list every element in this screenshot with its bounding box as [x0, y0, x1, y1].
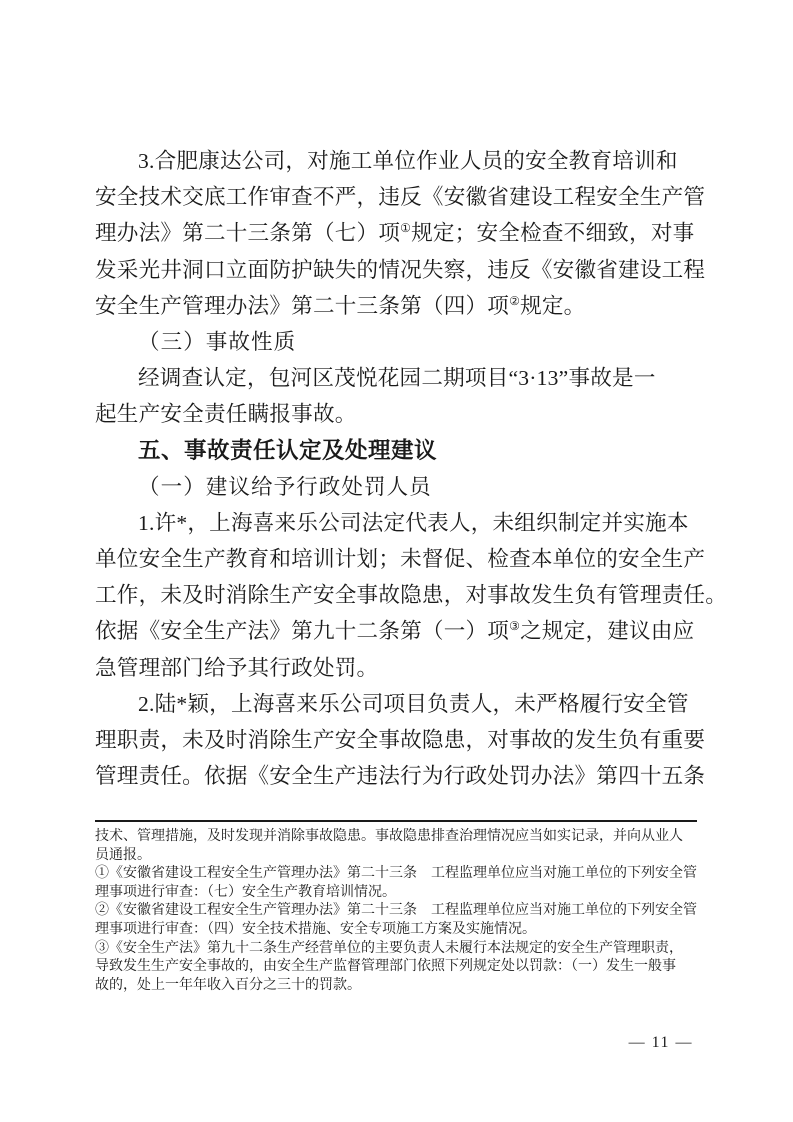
- text-segment: 故的，处上一年年收入百分之三十的罚款。: [95, 977, 361, 993]
- footnote-line: [95, 847, 701, 866]
- text-segment: ③《安全生产法》第九十二条生产经营单位的主要负责人未履行本法规定的安全生产管理职责，: [95, 940, 683, 956]
- footnote-line: [95, 884, 701, 903]
- page-number: — 11 —: [628, 1034, 693, 1051]
- text-segment: 理办法》第二十三条第（七）项: [95, 221, 401, 246]
- text-segment: 起生产安全责任瞒报事故。: [95, 402, 357, 427]
- body-text-line: [95, 179, 706, 215]
- footnote-lines: [95, 828, 701, 995]
- text-segment: 导致发生生产安全事故的，由安全生产监督管理部门依照下列规定处以罚款：（一）发生一般事: [95, 959, 676, 975]
- body-text-line: [95, 541, 706, 577]
- text-segment: 2.陆*颖，上海喜来乐公司项目负责人，未严格履行安全管: [138, 691, 689, 716]
- body-text-line: 依据《安全生产法》第九十二条第（一）项③之规定，建议由应: [95, 619, 695, 644]
- text-segment: 1.许*，上海喜来乐公司法定代表人，未组织制定并实施本: [138, 510, 689, 535]
- text-segment: 管理责任。依据《安全生产违法行为行政处罚办法》第四十五条: [95, 764, 706, 789]
- text-segment: （三）事故性质: [138, 329, 297, 354]
- body-text-line: 安全生产管理办法》第二十三条第（四）项②规定。: [95, 293, 586, 318]
- subsection-heading-accident-nature: [95, 324, 701, 360]
- footnote-line: [95, 940, 701, 959]
- footnote-line: [95, 902, 701, 921]
- body-text-line: [95, 577, 728, 613]
- footnote-line: [95, 958, 701, 977]
- text-segment: 理事项进行审查：（四）安全技术措施、安全专项施工方案及实施情况。: [95, 921, 536, 937]
- text-segment: 技术、管理措施，及时发现并消除事故隐患。事故隐患排查治理情况应当如实记录，并向从业人: [95, 829, 683, 844]
- body-text-line: [95, 650, 701, 686]
- text-segment: 安全生产管理办法》第二十三条第（四）项: [95, 293, 510, 318]
- text-segment: （一）建议给予行政处罚人员: [138, 474, 432, 499]
- text-segment: 规定。: [520, 293, 586, 318]
- text-segment: 发采光井洞口立面防护缺失的情况失察，违反《安徽省建设工程: [95, 257, 706, 282]
- body-text-line: [95, 505, 701, 541]
- section-heading-responsibility: [95, 433, 701, 469]
- text-segment: 五、事故责任认定及处理建议: [138, 437, 438, 463]
- footnotes-section: [95, 828, 701, 995]
- text-segment: 依据《安全生产法》第九十二条第（一）项: [95, 619, 510, 644]
- body-text-line: [95, 758, 706, 794]
- body-text-line: [95, 143, 701, 179]
- footnote-line: [95, 977, 701, 996]
- text-segment: 理职责，未及时消除生产安全事故隐患，对事故的发生负有重要: [95, 728, 706, 752]
- text-segment: 安全技术交底工作审查不严，违反《安徽省建设工程安全生产管: [95, 185, 706, 210]
- body-text-line: [95, 686, 701, 722]
- text-segment: 3.合肥康达公司，对施工单位作业人员的安全教育培训和: [138, 149, 678, 173]
- body-text-line: 理办法》第二十三条第（七）项①规定；安全检查不细致，对事: [95, 221, 695, 246]
- body-text-line: [95, 252, 706, 288]
- text-segment: 经调查认定，包河区茂悦花园二期项目“3·13”事故是一: [138, 366, 656, 391]
- body-text-line: [95, 360, 701, 396]
- text-segment: ①《安徽省建设工程安全生产管理办法》第二十三条 工程监理单位应当对施工单位的下列安全管: [95, 866, 697, 882]
- body-text-line: [95, 722, 706, 758]
- text-segment: 员通报。: [95, 847, 151, 863]
- body-text-line: [95, 396, 701, 432]
- footnote-line: [95, 865, 701, 884]
- text-segment: 工作，未及时消除生产安全事故隐患，对事故发生负有管理责任。: [95, 583, 728, 608]
- text-segment: ②《安徽省建设工程安全生产管理办法》第二十三条 工程监理单位应当对施工单位的下列安全管: [95, 903, 697, 919]
- subsection-heading-admin-penalty: [95, 469, 701, 505]
- text-segment: 理事项进行审查：（七）安全生产教育培训情况。: [95, 884, 396, 900]
- text-segment: 单位安全生产教育和培训计划；未督促、检查本单位的安全生产: [95, 547, 706, 572]
- text-segment: 之规定，建议由应: [520, 619, 695, 644]
- footnote-line: [95, 921, 701, 940]
- text-segment: 急管理部门给予其行政处罚。: [95, 655, 379, 680]
- text-segment: 规定；安全检查不细致，对事: [411, 221, 695, 246]
- footnote-divider-line: [95, 820, 697, 822]
- footnote-line: [95, 828, 701, 847]
- body-text: [95, 143, 728, 794]
